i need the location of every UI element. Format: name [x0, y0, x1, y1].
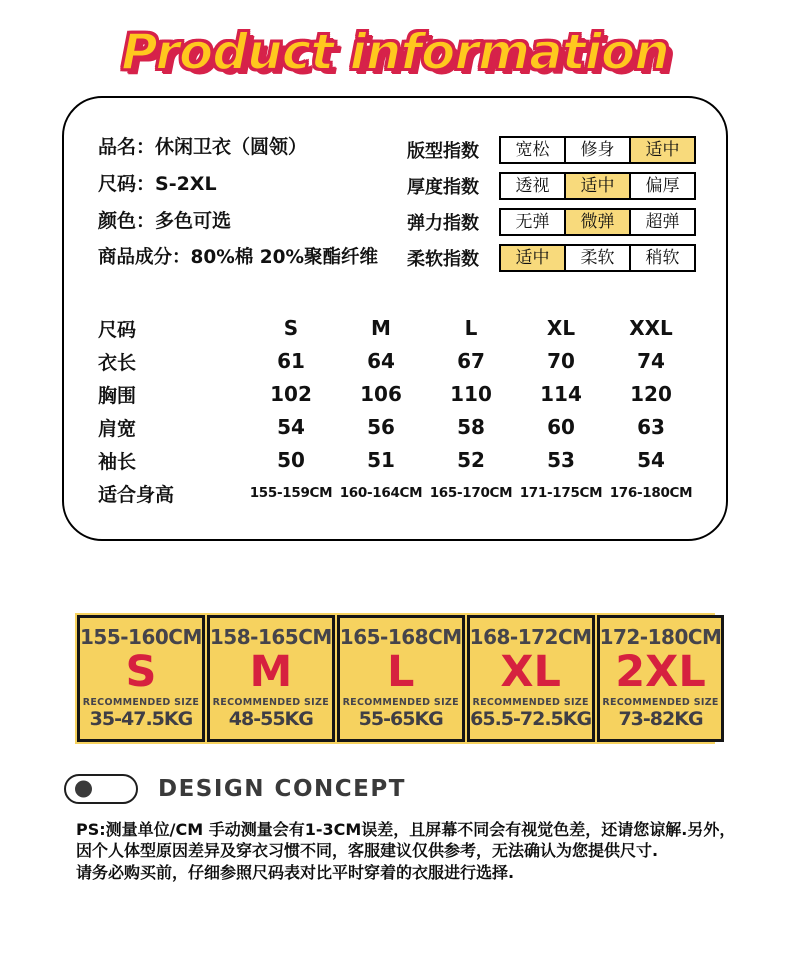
card-size-letter: S	[125, 646, 157, 697]
cell-value: 61	[277, 349, 305, 373]
design-concept-heading: DESIGN CONCEPT	[158, 775, 406, 802]
row-label: 适合身高	[98, 483, 175, 506]
cell-value: 56	[367, 415, 395, 439]
cell-value: 165-170CM	[429, 485, 513, 501]
cell-value: 102	[270, 382, 312, 406]
size-table-header-label: 尺码	[98, 318, 137, 341]
field-product-name	[98, 136, 407, 158]
size-card-l	[337, 615, 465, 742]
index-label: 厚度指数	[407, 176, 479, 198]
ps-line-1: PS:测量单位/CM 手动测量会有1-3CM误差，且屏幕不同会有视觉色差，还请您谅解.另外，	[76, 819, 736, 839]
size-col-xxl: XXL	[629, 316, 673, 340]
cell-value: 53	[547, 448, 575, 472]
size-col-m: M	[371, 316, 391, 340]
page-title: Product information	[121, 23, 669, 81]
table-row-shoulder	[98, 411, 696, 444]
card-note: RECOMMENDED SIZE	[342, 696, 459, 708]
cell-value: 110	[450, 382, 492, 406]
cell-value: 67	[457, 349, 485, 373]
card-note: RECOMMENDED SIZE	[602, 696, 719, 708]
table-row-garment-length	[98, 345, 696, 378]
index-option: 柔软	[564, 244, 631, 272]
table-row-chest	[98, 378, 696, 411]
index-options	[499, 172, 696, 200]
index-row-fit	[407, 136, 696, 164]
index-options	[499, 136, 696, 164]
cell-value: 74	[637, 349, 665, 373]
size-recommendation-strip	[75, 613, 722, 744]
cell-value: 63	[637, 415, 665, 439]
field-value: S-2XL	[155, 172, 217, 195]
size-card-2xl	[597, 615, 725, 742]
row-label: 胸围	[98, 384, 137, 407]
size-card-s	[77, 615, 205, 742]
cell-value: 60	[547, 415, 575, 439]
index-tables	[407, 136, 696, 284]
index-option: 修身	[564, 136, 631, 164]
index-label: 版型指数	[407, 140, 479, 162]
cell-value: 52	[457, 448, 485, 472]
index-option-selected: 微弹	[564, 208, 631, 236]
field-color	[98, 210, 407, 232]
row-label: 袖长	[98, 450, 137, 473]
card-weight-range: 65.5-72.5KG	[470, 707, 592, 730]
index-label: 弹力指数	[407, 212, 479, 234]
index-row-softness	[407, 244, 696, 272]
cell-value: 160-164CM	[339, 485, 423, 501]
design-concept-header	[64, 774, 790, 804]
row-label: 肩宽	[98, 417, 137, 440]
field-composition	[98, 247, 407, 269]
cell-value: 155-159CM	[249, 485, 333, 501]
index-option: 稍软	[629, 244, 696, 272]
cell-value: 54	[277, 415, 305, 439]
index-row-elasticity	[407, 208, 696, 236]
cell-value: 171-175CM	[519, 485, 603, 501]
table-row-height-fit	[98, 477, 696, 510]
pill-dot-icon	[75, 780, 92, 797]
cell-value: 114	[540, 382, 582, 406]
field-label: 颜色：	[98, 209, 156, 232]
field-label: 尺码：	[98, 172, 156, 195]
card-height-range: 165-168CM	[339, 624, 462, 649]
card-note: RECOMMENDED SIZE	[472, 696, 589, 708]
field-size-range	[98, 173, 407, 195]
index-option: 透视	[499, 172, 566, 200]
card-size-letter: XL	[500, 646, 561, 697]
card-size-letter: 2XL	[615, 646, 706, 697]
index-row-thickness	[407, 172, 696, 200]
index-options	[499, 244, 696, 272]
cell-value: 64	[367, 349, 395, 373]
card-height-range: 155-160CM	[80, 624, 202, 649]
field-label: 品名：	[98, 135, 156, 158]
card-height-range: 168-172CM	[469, 624, 592, 649]
product-info-top	[98, 136, 696, 284]
toggle-pill-icon	[64, 774, 138, 804]
card-weight-range: 55-65KG	[358, 707, 443, 730]
size-col-xl: XL	[546, 316, 576, 340]
field-value: 80%棉 20%聚酯纤维	[190, 246, 379, 268]
size-col-l: L	[464, 316, 478, 340]
product-fields	[98, 136, 407, 284]
index-option-selected: 适中	[499, 244, 566, 272]
index-label: 柔软指数	[407, 248, 479, 270]
field-label: 商品成分：	[98, 246, 191, 268]
size-card-m	[207, 615, 335, 742]
card-size-letter: L	[387, 646, 415, 697]
index-options	[499, 208, 696, 236]
cell-value: 120	[630, 382, 672, 406]
card-weight-range: 35-47.5KG	[89, 707, 193, 730]
card-note: RECOMMENDED SIZE	[82, 696, 200, 708]
index-option: 偏厚	[629, 172, 696, 200]
index-option-selected: 适中	[629, 136, 696, 164]
row-label: 衣长	[98, 351, 137, 374]
index-option: 超弹	[629, 208, 696, 236]
card-size-letter: M	[249, 646, 293, 697]
cell-value: 54	[637, 448, 665, 472]
cell-value: 176-180CM	[609, 485, 693, 501]
ps-line-3: 请务必购买前，仔细参照尺码表对比平时穿着的衣服进行选择.	[76, 862, 515, 882]
size-card-xl	[467, 615, 595, 742]
cell-value: 106	[360, 382, 402, 406]
card-height-range: 172-180CM	[599, 624, 722, 649]
size-spec-table	[98, 312, 696, 510]
card-height-range: 158-165CM	[209, 624, 332, 649]
card-note: RECOMMENDED SIZE	[212, 696, 329, 708]
index-option: 无弹	[499, 208, 566, 236]
size-col-s: S	[283, 316, 299, 340]
cell-value: 70	[547, 349, 575, 373]
field-value: 多色可选	[155, 209, 232, 232]
product-info-box	[62, 96, 728, 541]
cell-value: 51	[367, 448, 395, 472]
field-value: 休闲卫衣（圆领）	[155, 135, 308, 158]
ps-line-2: 因个人体型原因差异及穿衣习惯不同，客服建议仅供参考，无法确认为您提供尺寸.	[76, 841, 659, 861]
size-table-header	[98, 312, 696, 345]
cell-value: 50	[277, 448, 305, 472]
cell-value: 58	[457, 415, 485, 439]
table-row-sleeve	[98, 444, 696, 477]
card-weight-range: 73-82KG	[618, 707, 703, 730]
card-weight-range: 48-55KG	[228, 707, 313, 730]
ps-disclaimer	[76, 819, 736, 884]
index-option: 宽松	[499, 136, 566, 164]
index-option-selected: 适中	[564, 172, 631, 200]
